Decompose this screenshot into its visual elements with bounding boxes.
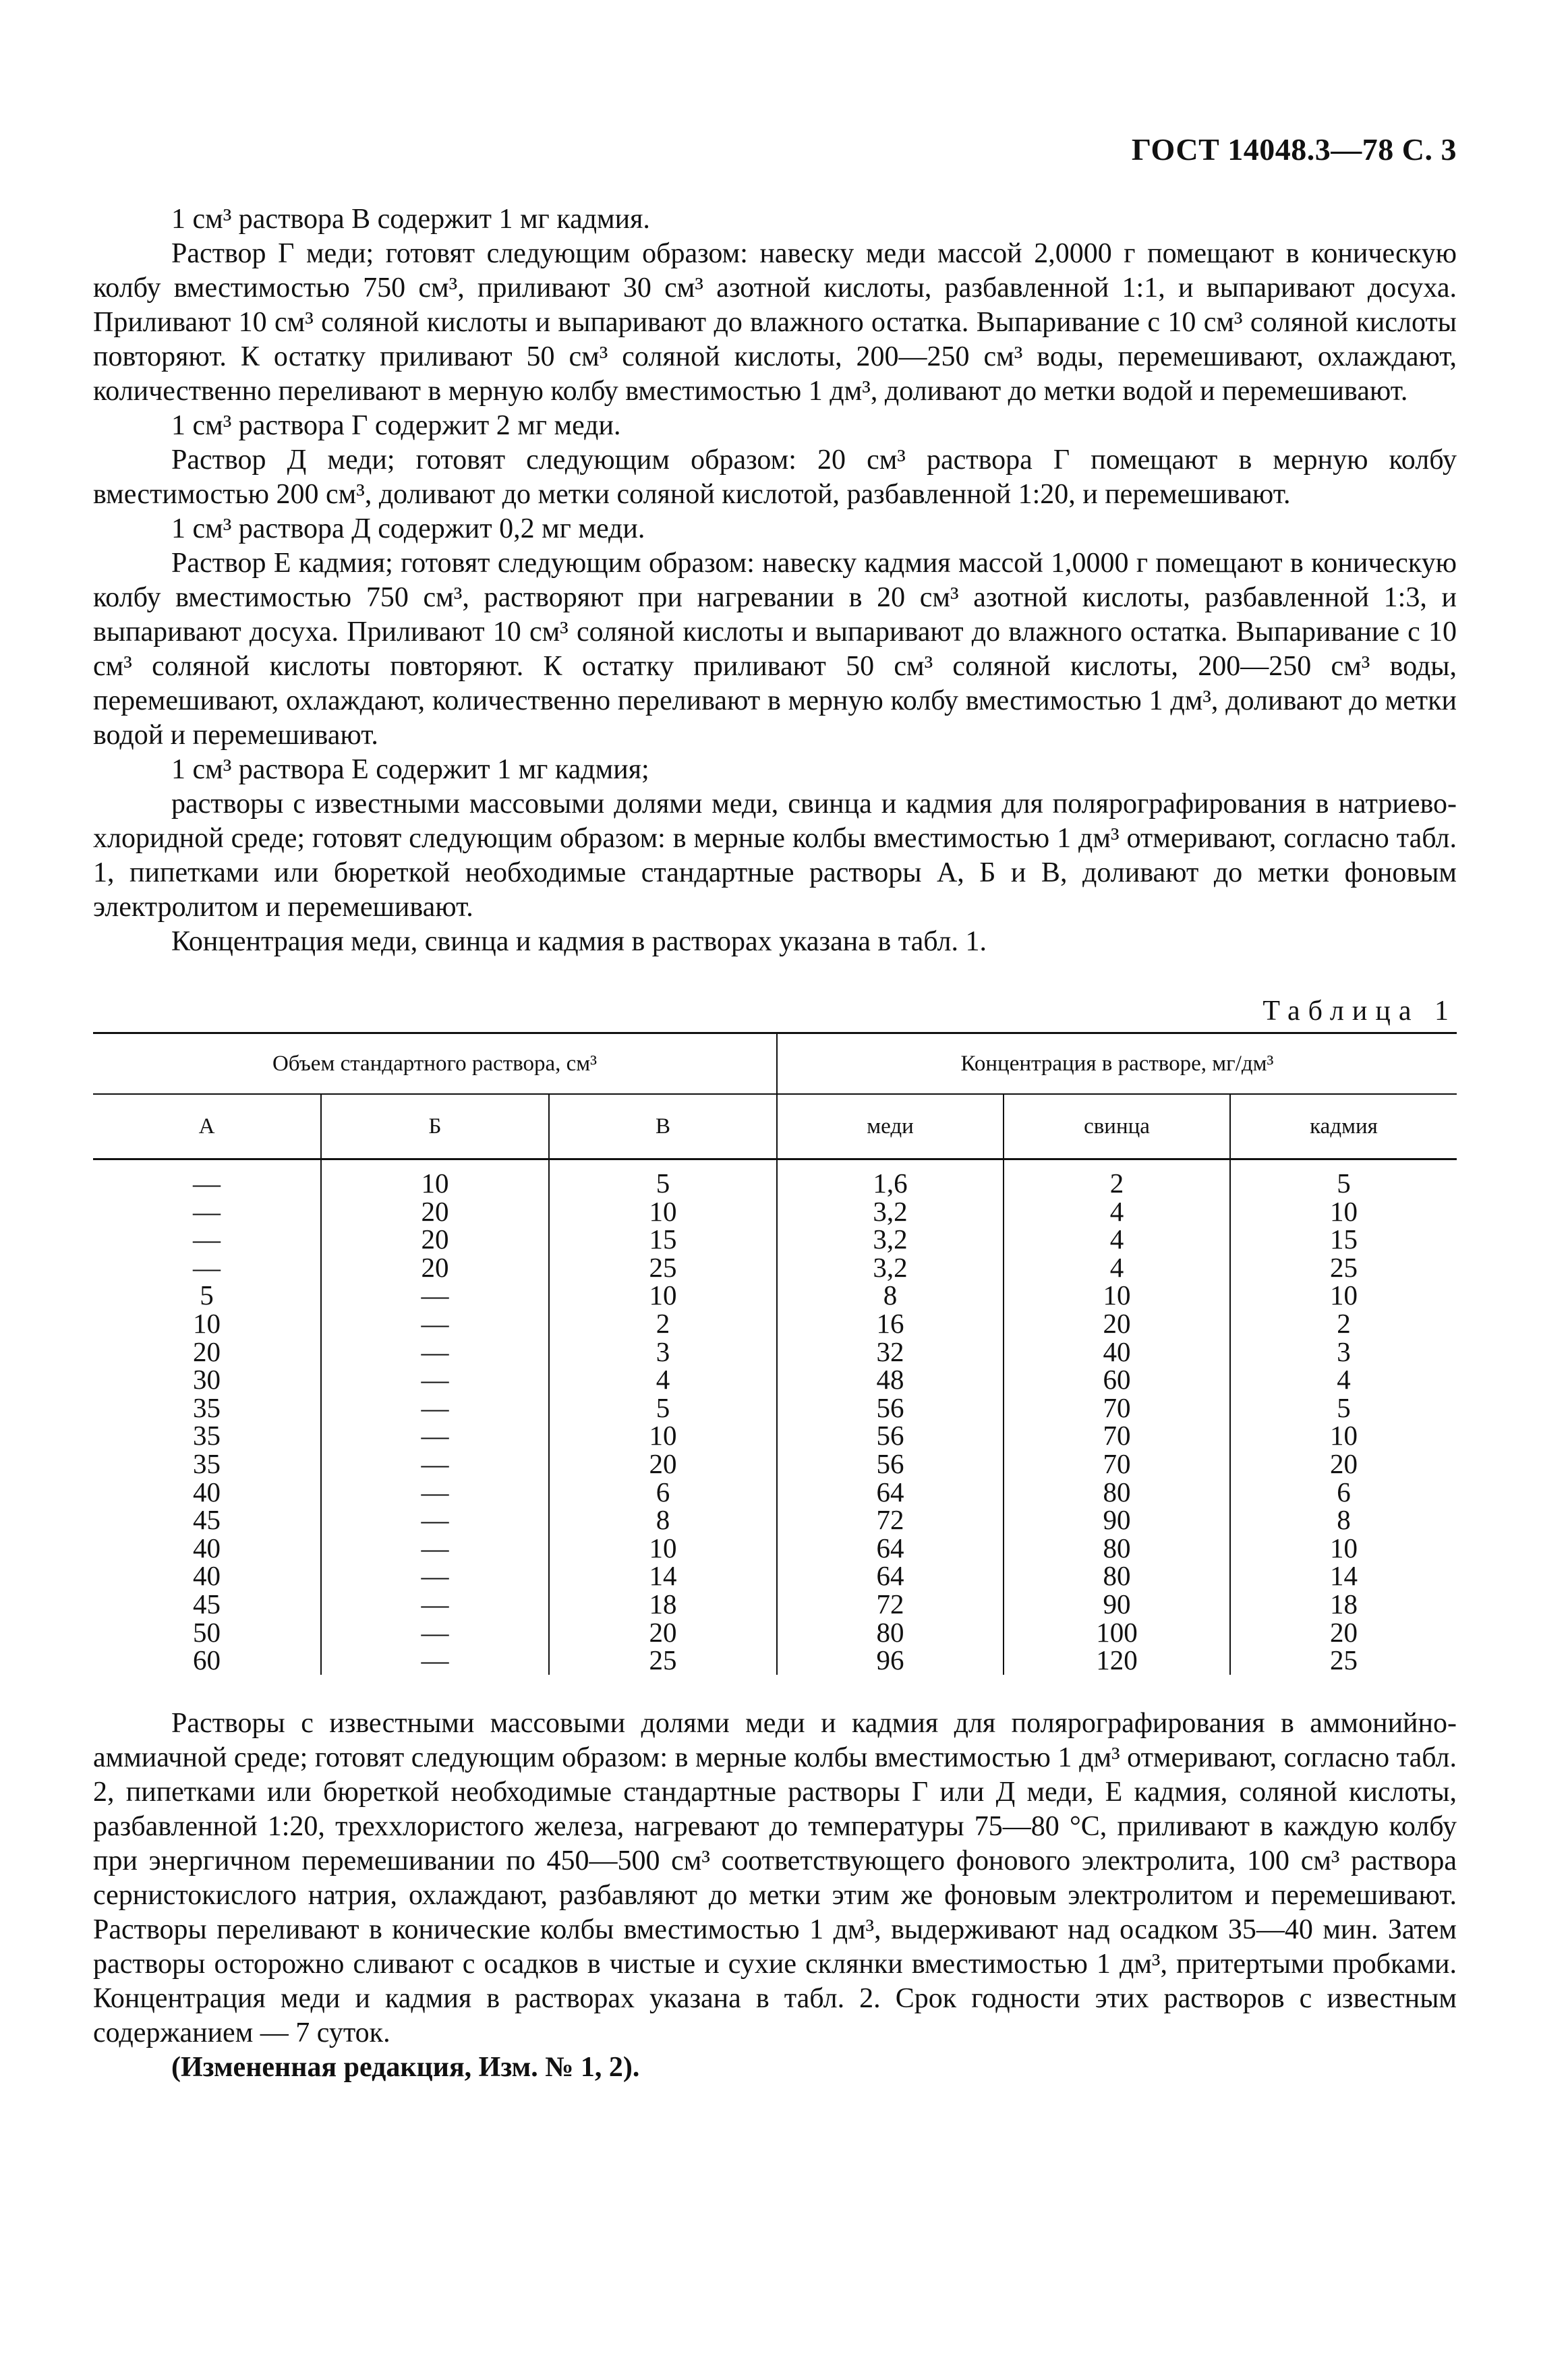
table-cell: — — [321, 1562, 549, 1590]
table-cell: 20 — [549, 1619, 777, 1647]
table-cell: — — [321, 1646, 549, 1675]
table-cell: 20 — [1230, 1450, 1457, 1479]
table-cell: 35 — [193, 1391, 221, 1423]
table-cell: 4 — [1004, 1198, 1230, 1226]
table-cell: 70 — [1004, 1394, 1230, 1423]
table-cell: 5 — [1230, 1159, 1457, 1198]
table-cell: 5 — [549, 1394, 777, 1423]
table-row — [93, 1590, 1457, 1619]
table-cell: — — [321, 1282, 549, 1310]
table-row — [93, 1450, 1457, 1479]
table-cell: 120 — [1004, 1646, 1230, 1675]
table-row — [93, 1394, 1457, 1423]
table-cell: 25 — [1230, 1646, 1457, 1675]
table-cell: 70 — [1004, 1422, 1230, 1450]
table-cell: 3 — [1230, 1338, 1457, 1367]
table-cell: 20 — [1004, 1310, 1230, 1338]
table-cell: 35 — [193, 1420, 221, 1452]
table-column-header: Б — [321, 1094, 549, 1159]
data-table — [93, 1032, 1457, 1675]
table-1 — [93, 1032, 1457, 1675]
body-text-top — [93, 202, 1457, 959]
table-caption: Таблица 1 — [1262, 996, 1457, 1027]
table-cell: 10 — [549, 1282, 777, 1310]
paragraph: 1 см³ раствора В содержит 1 мг кадмия. — [171, 204, 650, 235]
table-cell: 70 — [1004, 1450, 1230, 1479]
table-row — [93, 1310, 1457, 1338]
table-cell: — — [193, 1224, 221, 1255]
table-cell: 50 — [193, 1616, 221, 1648]
table-cell: 90 — [1004, 1590, 1230, 1619]
table-cell: 80 — [1004, 1534, 1230, 1563]
table-cell: 10 — [1230, 1422, 1457, 1450]
table-cell: 3,2 — [777, 1226, 1004, 1254]
paragraph: 1 см³ раствора Е содержит 1 мг кадмия; — [171, 754, 649, 785]
table-cell: 15 — [1230, 1226, 1457, 1254]
table-cell: 96 — [777, 1646, 1004, 1675]
paragraph: растворы с известными массовыми долями меди, свинца и кадмия для полярографирования в натриево-хлоридной среде; готовят следующим образом: в мерные колбы вместимостью 1 дм³ отмеривают, согласно табл. 1, пипетками или бюреткой необходимые стандартные растворы А, Б и В, доливают до метки фоновым электролитом и перемешивают. — [93, 788, 1457, 923]
table-cell: 30 — [193, 1364, 221, 1396]
table-column-header: В — [549, 1094, 777, 1159]
table-cell: 80 — [777, 1619, 1004, 1647]
table-cell: 4 — [549, 1366, 777, 1394]
paragraph: Раствор Г меди; готовят следующим образом: навеску меди массой 2,0000 г помещают в коническую колбу вместимостью 750 см³, приливают 30 см³ азотной кислоты, разбавленной 1:1, и выпаривают досуха. Приливают 10 см³ соляной кислоты и выпаривают до влажного остатка. Выпаривание с 10 см³ соляной кислоты повторяют. К остатку приливают 50 см³ соляной кислоты, 200—250 см³ воды, перемешивают, охлаждают, количественно переливают в мерную колбу вместимостью 1 дм³, доливают до метки водой и перемешивают. — [93, 238, 1457, 407]
table-cell: — — [321, 1506, 549, 1534]
table-cell: 90 — [1004, 1506, 1230, 1534]
table-row — [93, 1366, 1457, 1394]
table-cell: 64 — [777, 1479, 1004, 1507]
table-cell: 10 — [321, 1159, 549, 1198]
table-cell: 6 — [549, 1479, 777, 1507]
table-cell: 10 — [549, 1198, 777, 1226]
table-cell: 45 — [193, 1504, 221, 1536]
table-cell: 5 — [1230, 1394, 1457, 1423]
table-cell: 48 — [777, 1366, 1004, 1394]
table-cell: 40 — [1004, 1338, 1230, 1367]
table-row — [93, 1254, 1457, 1282]
table-cell: 20 — [549, 1450, 777, 1479]
table-cell: 10 — [1230, 1282, 1457, 1310]
table-cell: 20 — [1230, 1619, 1457, 1647]
table-cell: 60 — [1004, 1366, 1230, 1394]
table-cell: 40 — [193, 1532, 221, 1563]
table-cell: 14 — [549, 1562, 777, 1590]
table-cell: — — [193, 1195, 221, 1227]
table-cell: 56 — [777, 1394, 1004, 1423]
table-group-header-volume: Объем стандартного раствора, см³ — [93, 1033, 777, 1095]
table-cell: 1,6 — [777, 1159, 1004, 1198]
table-cell: 2 — [549, 1310, 777, 1338]
table-cell: — — [321, 1310, 549, 1338]
table-cell: 10 — [1004, 1282, 1230, 1310]
document-header-ref: ГОСТ 14048.3—78 С. 3 — [1131, 132, 1457, 167]
table-cell: — — [321, 1450, 549, 1479]
table-cell: 16 — [777, 1310, 1004, 1338]
table-cell: 100 — [1004, 1619, 1230, 1647]
table-cell: 4 — [1004, 1226, 1230, 1254]
table-cell: 10 — [1230, 1534, 1457, 1563]
table-row — [93, 1562, 1457, 1590]
table-cell: 40 — [193, 1476, 221, 1508]
table-cell: — — [321, 1479, 549, 1507]
table-cell: 15 — [549, 1226, 777, 1254]
table-row — [93, 1534, 1457, 1563]
table-column-header: А — [93, 1094, 321, 1159]
paragraph: Растворы с известными массовыми долями меди и кадмия для полярографирования в аммонийно-аммиачной среде; готовят следующим образом: в мерные колбы вместимостью 1 дм³ отмеривают, согласно табл. 2, пипетками или бюреткой необходимые стандартные растворы Г или Д меди, Е кадмия, соляной кислоты, разбавленной 1:20, треххлористого железа, нагревают до температуры 75—80 °С, приливают в каждую колбу при энергичном перемешивании по 450—500 см³ соответствующего фонового электролита, 100 см³ раствора сернистокислого натрия, охлаждают, разбавляют до метки этим же фоновым электролитом и перемешивают. Растворы переливают в конические колбы вместимостью 1 дм³, выдерживают над осадком 35—40 мин. Затем растворы осторожно сливают с осадков в чистые и сухие склянки вместимостью 1 дм³, притертыми пробками. Концентрация меди и кадмия в растворах указана в табл. 2. Срок годности этих растворов с известным содержанием — 7 суток. — [93, 1708, 1457, 2048]
table-cell: 64 — [777, 1562, 1004, 1590]
table-row — [93, 1479, 1457, 1507]
table-cell: 40 — [193, 1560, 221, 1592]
table-row — [93, 1198, 1457, 1226]
table-cell: 5 — [200, 1280, 214, 1311]
body-text-bottom — [93, 1706, 1457, 2085]
table-cell: 18 — [1230, 1590, 1457, 1619]
table-cell: 10 — [549, 1534, 777, 1563]
table-cell: 5 — [549, 1159, 777, 1198]
table-cell: 72 — [777, 1506, 1004, 1534]
table-cell: 10 — [549, 1422, 777, 1450]
table-cell: 2 — [1004, 1159, 1230, 1198]
table-row — [93, 1422, 1457, 1450]
table-cell: — — [321, 1619, 549, 1647]
table-column-header: кадмия — [1230, 1094, 1457, 1159]
table-column-header: свинца — [1004, 1094, 1230, 1159]
table-cell: 4 — [1230, 1366, 1457, 1394]
table-cell: 56 — [777, 1422, 1004, 1450]
table-cell: 14 — [1230, 1562, 1457, 1590]
table-cell: — — [321, 1338, 549, 1367]
table-cell: — — [321, 1534, 549, 1563]
table-cell: 8 — [1230, 1506, 1457, 1534]
table-cell: — — [321, 1422, 549, 1450]
table-cell: — — [321, 1366, 549, 1394]
table-cell: 18 — [549, 1590, 777, 1619]
table-body — [93, 1159, 1457, 1675]
table-cell: 45 — [193, 1588, 221, 1619]
amendment-note: (Измененная редакция, Изм. № 1, 2). — [171, 2052, 640, 2083]
table-row — [93, 1338, 1457, 1367]
table-cell: 10 — [193, 1307, 221, 1339]
table-cell: 20 — [321, 1198, 549, 1226]
table-cell: 25 — [549, 1254, 777, 1282]
paragraph: Концентрация меди, свинца и кадмия в растворах указана в табл. 1. — [171, 926, 987, 957]
paragraph: 1 см³ раствора Д содержит 0,2 мг меди. — [171, 513, 645, 544]
table-cell: 20 — [321, 1254, 549, 1282]
table-cell: 20 — [193, 1336, 221, 1367]
table-cell: — — [321, 1590, 549, 1619]
table-group-header-concentration: Концентрация в растворе, мг/дм³ — [777, 1033, 1457, 1095]
table-row — [93, 1226, 1457, 1254]
table-cell: 8 — [777, 1282, 1004, 1310]
table-row — [93, 1282, 1457, 1310]
table-row — [93, 1506, 1457, 1534]
table-cell: 3 — [549, 1338, 777, 1367]
table-cell: — — [321, 1394, 549, 1423]
table-cell: 3,2 — [777, 1198, 1004, 1226]
table-cell: 8 — [549, 1506, 777, 1534]
table-cell: — — [193, 1251, 221, 1283]
table-cell: 80 — [1004, 1562, 1230, 1590]
paragraph: 1 см³ раствора Г содержит 2 мг меди. — [171, 410, 621, 441]
table-row — [93, 1159, 1457, 1198]
table-cell: 20 — [321, 1226, 549, 1254]
table-cell: 3,2 — [777, 1254, 1004, 1282]
table-cell: 64 — [777, 1534, 1004, 1563]
table-cell: 25 — [549, 1646, 777, 1675]
paragraph: Раствор Е кадмия; готовят следующим образом: навеску кадмия массой 1,0000 г помещают в коническую колбу вместимостью 750 см³, растворяют при нагревании в 20 см³ азотной кислоты, разбавленной 1:3, и выпаривают досуха. Приливают 10 см³ соляной кислоты и выпаривают до влажного остатка. Выпаривание с 10 см³ соляной кислоты повторяют. К остатку приливают 50 см³ соляной кислоты, 200—250 см³ воды, перемешивают, охлаждают, количественно переливают в мерную колбу вместимостью 1 дм³, доливают до метки водой и перемешивают. — [93, 548, 1457, 751]
table-cell: 10 — [1230, 1198, 1457, 1226]
table-cell: 35 — [193, 1447, 221, 1479]
table-cell: 72 — [777, 1590, 1004, 1619]
table-cell: 56 — [777, 1450, 1004, 1479]
table-cell: 4 — [1004, 1254, 1230, 1282]
table-column-header: меди — [777, 1094, 1004, 1159]
table-cell: 32 — [777, 1338, 1004, 1367]
table-row — [93, 1646, 1457, 1675]
table-cell: 80 — [1004, 1479, 1230, 1507]
table-row — [93, 1619, 1457, 1647]
table-cell: 2 — [1230, 1310, 1457, 1338]
table-cell: 6 — [1230, 1479, 1457, 1507]
table-cell: — — [193, 1168, 221, 1199]
paragraph: Раствор Д меди; готовят следующим образом: 20 см³ раствора Г помещают в мерную колбу вместимостью 200 см³, доливают до метки соляной кислотой, разбавленной 1:20, и перемешивают. — [93, 444, 1457, 510]
table-cell: 25 — [1230, 1254, 1457, 1282]
table-cell: 60 — [193, 1644, 221, 1676]
